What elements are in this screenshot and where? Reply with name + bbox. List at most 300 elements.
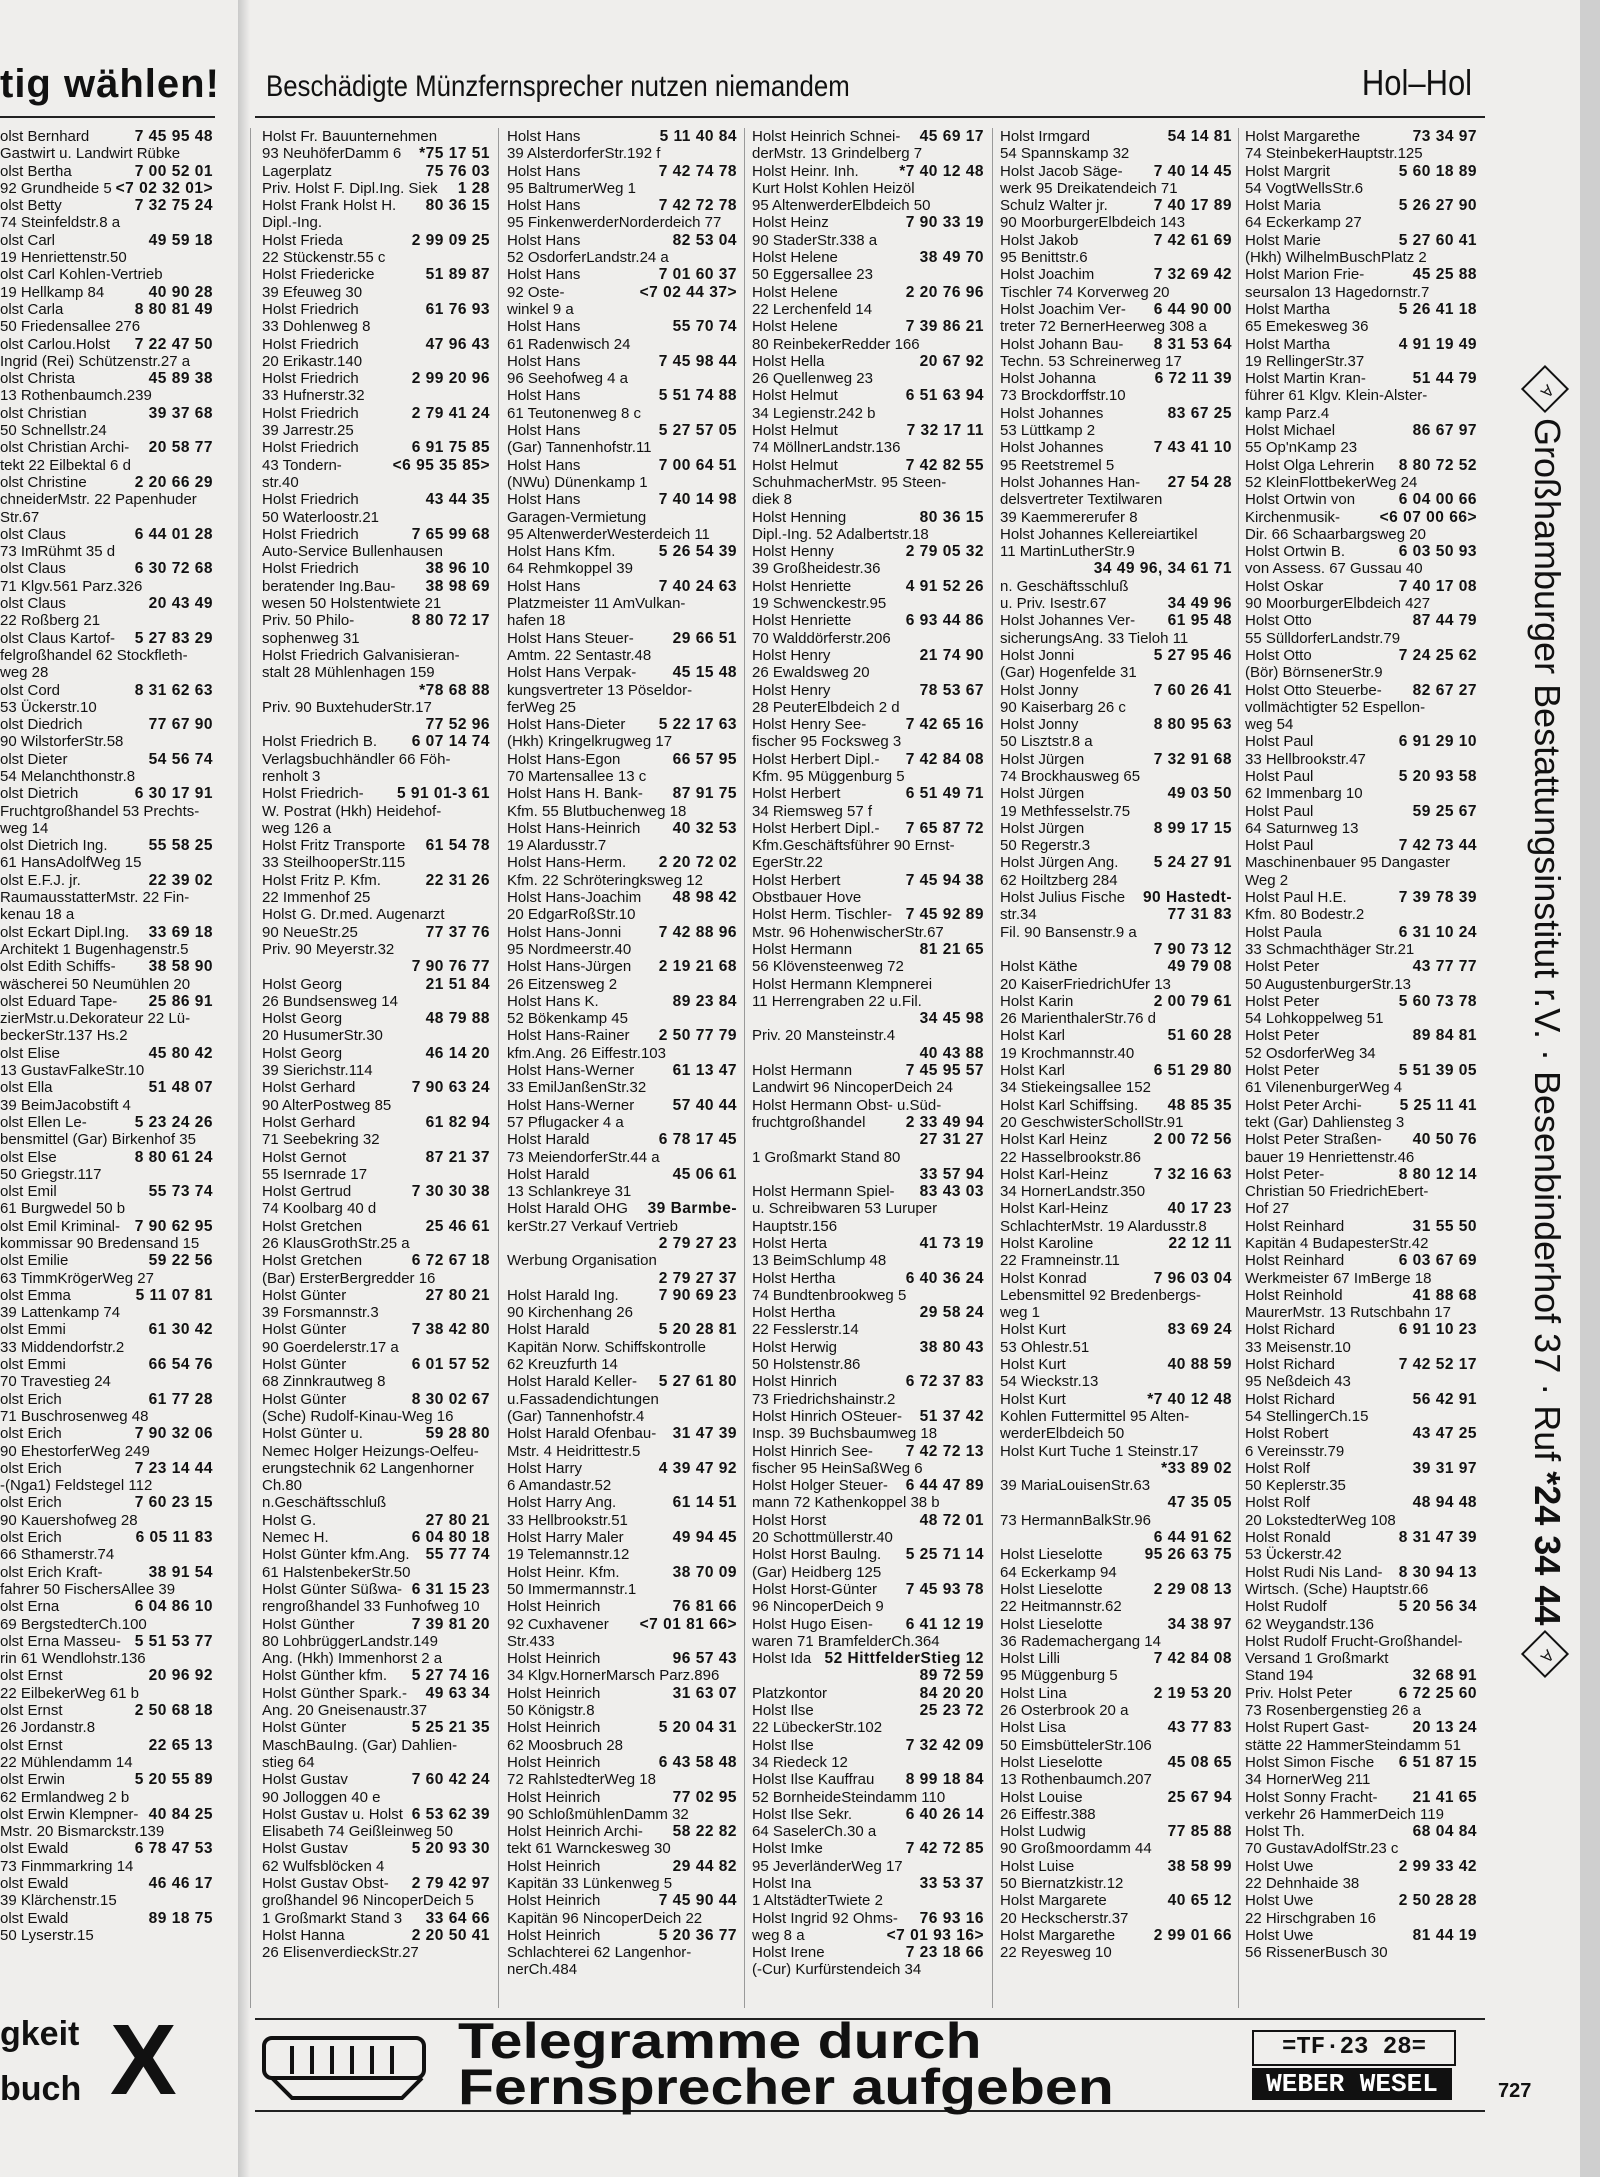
listing-line — [1000, 232, 1232, 249]
listing-phone: <7 02 32 01> — [115, 179, 213, 197]
listing-text: Ch.80 — [262, 1477, 303, 1495]
listing-phone: 7 90 62 95 — [134, 1217, 213, 1235]
listing-line — [752, 682, 984, 699]
listing-text: Str.67 — [0, 508, 40, 526]
listing-phone: 2 50 68 18 — [134, 1702, 213, 1720]
listing-line — [0, 1616, 213, 1633]
listing-line — [0, 733, 213, 750]
listing-text: Holst Hans Steuer- — [507, 629, 634, 647]
listing-line — [1245, 526, 1477, 543]
listing-phone: 45 89 38 — [148, 370, 213, 388]
listing-text: 96 Seehofweg 4 a — [507, 370, 628, 388]
listing-text: Holst Günther Spark.- — [262, 1684, 408, 1702]
listing-line — [262, 1149, 490, 1166]
listing-line — [507, 336, 737, 353]
listing-text: 22 Hirschgraben 16 — [1245, 1909, 1376, 1927]
listing-phone: 2 79 27 23 — [658, 1235, 737, 1252]
listing-text: beckerStr.137 Hs.2 — [0, 1027, 128, 1045]
listing-text: Holst Jacob Säge- — [1000, 162, 1123, 180]
listing-text: 26 Quellenweg 23 — [752, 370, 873, 388]
listing-line — [1000, 595, 1232, 612]
listing-text: 26 Bundsensweg 14 — [262, 992, 398, 1010]
listing-line — [752, 1754, 984, 1771]
listing-line — [1000, 370, 1232, 387]
listing-text: 80 LohbrüggerLandstr.149 — [262, 1632, 438, 1650]
listing-text: Holst Jürgen — [1000, 785, 1085, 803]
listing-line — [1000, 1149, 1232, 1166]
listing-line — [507, 1166, 737, 1183]
listing-line — [1000, 1356, 1232, 1373]
listing-line — [1245, 924, 1477, 941]
listing-line — [1000, 1633, 1232, 1650]
listing-line — [1245, 1391, 1477, 1408]
listing-line — [1000, 1494, 1232, 1511]
listing-text: Holst Karoline — [1000, 1235, 1094, 1252]
listing-phone: 2 50 28 28 — [1398, 1892, 1477, 1910]
listing-line — [752, 733, 984, 750]
listing-line — [0, 1287, 213, 1304]
listing-phone: 5 20 93 30 — [411, 1840, 490, 1858]
listing-text: Holst Günter — [262, 1719, 347, 1737]
listing-text: 57 Pflugacker 4 a — [507, 1113, 624, 1131]
listing-line — [0, 976, 213, 993]
listing-phone: 2 00 72 56 — [1153, 1131, 1232, 1149]
listing-line — [1245, 647, 1477, 664]
listing-phone: 6 51 49 71 — [905, 785, 984, 803]
listing-phone: 7 40 14 98 — [658, 491, 737, 509]
listing-text: olst Carla — [0, 300, 64, 318]
listing-line — [752, 1564, 984, 1581]
listing-line — [507, 1667, 737, 1684]
listing-phone: 8 31 53 64 — [1153, 335, 1232, 353]
listing-text: 72 RahlstedterWeg 18 — [507, 1771, 656, 1789]
listing-text: olst Erich — [0, 1459, 62, 1477]
listing-line — [507, 1581, 737, 1598]
listing-text: u. Priv. Isestr.67 — [1000, 595, 1107, 613]
listing-line — [0, 837, 213, 854]
listing-phone: 87 44 79 — [1412, 612, 1477, 630]
listing-phone: 49 63 34 — [425, 1684, 490, 1702]
listing-line — [1245, 474, 1477, 491]
listing-text: 1 Großmarkt Stand 3 — [262, 1909, 403, 1927]
listing-text: olst E.F.J. jr. — [0, 871, 81, 889]
listing-phone: 39 31 97 — [1412, 1459, 1477, 1477]
listing-line — [262, 474, 490, 491]
listing-text: olst Eckart Dipl.Ing. — [0, 923, 130, 941]
listing-text: olst Bernhard — [0, 128, 90, 145]
listing-text: Holst Richard — [1245, 1356, 1336, 1374]
listing-line — [1245, 1425, 1477, 1442]
listing-text: großhandel 96 NincoperDeich 5 — [262, 1892, 474, 1910]
listing-line — [1000, 751, 1232, 768]
listing-line — [507, 976, 737, 993]
listing-text: Ingrid (Rei) Schützenstr.27 a — [0, 352, 191, 370]
listing-line — [752, 387, 984, 404]
listing-phone: 81 21 65 — [919, 940, 984, 958]
listing-phone: 6 91 29 10 — [1398, 733, 1477, 751]
listing-text: 62 Wulfsblöcken 4 — [262, 1857, 385, 1875]
listing-line — [0, 1408, 213, 1425]
listing-text: 53 Ohlestr.51 — [1000, 1338, 1090, 1356]
listing-phone: 7 45 93 78 — [905, 1580, 984, 1598]
listing-phone: <7 02 44 37> — [639, 283, 737, 301]
listing-text: 52 BornheideSteindamm 110 — [752, 1788, 946, 1806]
listing-line — [1245, 1304, 1477, 1321]
listing-text: Kfm.Geschäftsführer 90 Ernst- — [752, 837, 955, 855]
listing-line — [752, 1789, 984, 1806]
listing-phone: 7 23 18 66 — [905, 1944, 984, 1962]
listing-phone: *75 17 51 — [419, 145, 490, 163]
listing-phone: 5 26 41 18 — [1398, 300, 1477, 318]
listing-phone: 5 51 74 88 — [658, 387, 737, 405]
listing-text: Holst Herbert Dipl.- — [752, 750, 880, 768]
listing-text: 95 AltenwerderElbdeich 50 — [752, 197, 931, 215]
listing-text: 54 Melanchthonstr.8 — [0, 767, 136, 785]
listing-text: fahrer 50 FischersAllee 39 — [0, 1580, 176, 1598]
listing-line — [0, 439, 213, 456]
listing-phone: 7 90 63 24 — [411, 1079, 490, 1097]
listing-text: treter 72 BernerHeerweg 308 a — [1000, 318, 1207, 336]
listing-line — [507, 1823, 737, 1840]
listing-line — [752, 1944, 984, 1961]
listing-phone: 40 88 59 — [1167, 1356, 1232, 1374]
listing-text: olst Claus Kartof- — [0, 629, 116, 647]
listing-line — [507, 1546, 737, 1563]
listing-line — [1245, 457, 1477, 474]
listing-text: kamp Parz.4 — [1245, 404, 1330, 422]
listing-line — [752, 318, 984, 335]
listing-line — [1245, 1131, 1477, 1148]
listing-phone: 29 44 82 — [672, 1857, 737, 1875]
listing-line — [507, 387, 737, 404]
listing-phone: 27 54 28 — [1167, 473, 1232, 491]
listing-line — [262, 1270, 490, 1287]
listing-line — [1245, 1564, 1477, 1581]
listing-text: olst Ernst — [0, 1702, 63, 1720]
listing-text: Holst Henry — [752, 681, 831, 699]
listing-phone: 33 53 37 — [919, 1874, 984, 1892]
listing-text: 13 BeimSchlump 48 — [752, 1252, 887, 1270]
listing-line — [1245, 872, 1477, 889]
listing-text: Holst Ina — [752, 1874, 812, 1892]
listing-text: 19 Telemannstr.12 — [507, 1546, 630, 1564]
listing-text: Holst Jonny — [1000, 716, 1079, 734]
listing-phone: 6 93 44 86 — [905, 612, 984, 630]
listing-text: Wirtsch. (Sche) Hauptstr.66 — [1245, 1580, 1429, 1598]
listing-text: Holst Martha — [1245, 335, 1331, 353]
listing-text: 74 SteinbekerHauptstr.125 — [1245, 145, 1423, 163]
listing-text: 50 Friedensallee 276 — [0, 318, 141, 336]
listing-text: Holst Hans — [507, 352, 581, 370]
listing-text: Priv. 20 Mansteinstr.4 — [752, 1027, 896, 1045]
listing-phone: 7 45 94 38 — [905, 871, 984, 889]
listing-text: kfm.Ang. 26 Eiffestr.103 — [507, 1044, 666, 1062]
listing-text: 62 Immenbarg 10 — [1245, 785, 1363, 803]
listing-line — [0, 1200, 213, 1217]
column-divider — [1238, 128, 1239, 2008]
listing-text: Holst Lieselotte — [1000, 1546, 1103, 1564]
listing-line — [752, 197, 984, 214]
listing-text: führer 61 Klgv. Klein-Alster- — [1245, 387, 1428, 405]
listing-line — [507, 751, 737, 768]
listing-line — [752, 1235, 984, 1252]
listing-text: 33 Hellbrookstr.51 — [507, 1511, 628, 1529]
listing-text: 33 Dohlenweg 8 — [262, 318, 371, 336]
listing-text: Holst Kurt — [1000, 1356, 1066, 1374]
listing-phone: 80 36 15 — [919, 508, 984, 526]
listing-line — [1245, 1944, 1477, 1961]
listing-text: 34 HornerLandstr.350 — [1000, 1183, 1146, 1201]
listing-phone: 4 91 19 49 — [1398, 335, 1477, 353]
listing-text: Holst Georg — [262, 1044, 343, 1062]
listing-text: Architekt 1 Bugenhagenstr.5 — [0, 940, 189, 958]
listing-line — [752, 180, 984, 197]
listing-phone: 2 33 49 94 — [905, 1113, 984, 1131]
listing-text: olst Betty — [0, 197, 62, 215]
prev-page-header: tig wählen! — [0, 62, 220, 106]
listing-text: Holst Henny — [752, 543, 834, 561]
listing-text: olst Claus — [0, 595, 66, 613]
listing-line — [1000, 1685, 1232, 1702]
listing-line — [507, 1875, 737, 1892]
listing-line — [1000, 889, 1232, 906]
listing-text: renholt 3 — [262, 767, 321, 785]
listing-text: SchlachterMstr. 19 Alardusstr.8 — [1000, 1217, 1207, 1235]
listing-line — [507, 820, 737, 837]
listing-phone: 59 28 80 — [425, 1425, 490, 1443]
listing-line — [752, 1131, 984, 1148]
listing-line — [1000, 1771, 1232, 1788]
listing-text: Holst Hans-Joachim — [507, 889, 642, 907]
listing-line — [1000, 197, 1232, 214]
listing-text: Holst Peter- — [1245, 1165, 1325, 1183]
listing-text: 22 Roßberg 21 — [0, 612, 101, 630]
listing-text: 62 Hoiltzberg 284 — [1000, 871, 1118, 889]
listing-phone: 54 14 81 — [1167, 128, 1232, 145]
listing-line — [0, 1702, 213, 1719]
listing-text: Holst Hertha — [752, 1304, 836, 1322]
listing-text: delsvertreter Textilwaren — [1000, 491, 1163, 509]
listing-line — [262, 924, 490, 941]
listing-text: Holst Hertha — [752, 1269, 836, 1287]
listing-text: Holst Maria — [1245, 197, 1321, 215]
listing-phone: 6 51 87 15 — [1398, 1753, 1477, 1771]
listing-text: 74 Koolbarg 40 d — [262, 1200, 377, 1218]
listing-line — [262, 284, 490, 301]
listing-text: 56 Klövensteenweg 72 — [752, 958, 904, 976]
listing-text: Holst Margarethe — [1245, 128, 1361, 145]
listing-line — [507, 785, 737, 802]
listing-line — [262, 1494, 490, 1511]
listing-text: 95 AltenwerderWesterdeich 11 — [507, 525, 710, 543]
listing-phone: 27 31 27 — [919, 1131, 984, 1149]
listing-line — [752, 370, 984, 387]
listing-line — [1245, 958, 1477, 975]
listing-text: Holst Helmut — [752, 456, 838, 474]
listing-text: olst Carl Kohlen-Vertrieb — [0, 266, 163, 284]
listing-line — [1000, 924, 1232, 941]
listing-phone: 5 20 28 81 — [658, 1321, 737, 1339]
listing-text: (Bar) ErsterBergredder 16 — [262, 1269, 436, 1287]
listing-text: 90 Großmoordamm 44 — [1000, 1840, 1152, 1858]
listing-text: Holst Imke — [752, 1840, 823, 1858]
listing-phone: 5 51 39 05 — [1398, 1062, 1477, 1080]
listing-line — [262, 509, 490, 526]
listing-text: 1 Großmarkt Stand 80 — [752, 1148, 901, 1166]
listing-line — [262, 1927, 490, 1944]
listing-phone: 8 99 17 15 — [1153, 819, 1232, 837]
listing-text: Holst Friedrich — [262, 525, 359, 543]
listing-phone: 2 29 08 13 — [1153, 1580, 1232, 1598]
listing-line — [752, 958, 984, 975]
listing-line — [507, 1477, 737, 1494]
listing-line — [0, 1546, 213, 1563]
listing-line — [507, 1425, 737, 1442]
listing-line — [0, 1719, 213, 1736]
listing-line — [1000, 318, 1232, 335]
listing-line — [752, 1685, 984, 1702]
listing-text: 33 Schmachthäger Str.21 — [1245, 940, 1415, 958]
listing-phone: 7 60 26 41 — [1153, 681, 1232, 699]
listing-line — [1000, 647, 1232, 664]
listing-text: 1 AltstädterTwiete 2 — [752, 1892, 883, 1910]
listing-line — [262, 1581, 490, 1598]
listing-text: Holst Irene — [752, 1944, 825, 1962]
listing-text: Holst Hella — [752, 352, 825, 370]
listing-text: Kfm. 95 Müggenburg 5 — [752, 767, 905, 785]
listing-text: Holst Jürgen — [1000, 819, 1085, 837]
listing-line — [0, 1149, 213, 1166]
listing-text: 19 RellingerStr.37 — [1245, 352, 1365, 370]
listing-line — [507, 664, 737, 681]
listing-line — [1000, 1200, 1232, 1217]
listing-phone: 43 77 83 — [1167, 1719, 1232, 1737]
listing-phone: 58 22 82 — [672, 1823, 737, 1841]
listing-text: olst Carlou.Holst — [0, 335, 111, 353]
listing-phone: 6 03 50 93 — [1398, 543, 1477, 561]
listing-line — [752, 1443, 984, 1460]
listing-line — [507, 958, 737, 975]
listing-line — [262, 214, 490, 231]
listing-line — [262, 630, 490, 647]
listing-text: (-Cur) Kurfürstendeich 34 — [752, 1961, 922, 1979]
listing-phone: 8 31 62 63 — [134, 681, 213, 699]
listing-text: 55 Isernrade 17 — [262, 1165, 368, 1183]
listing-text: Kapitän Norw. Schiffskontrolle — [507, 1338, 706, 1356]
listing-text: 90 AlterPostweg 85 — [262, 1096, 392, 1114]
listing-text: 39 Klärchenstr.15 — [0, 1892, 117, 1910]
listing-text: Holst Holger Steuer- — [752, 1477, 888, 1495]
listing-phone: 6 43 58 48 — [658, 1753, 737, 1771]
listing-text: derMstr. 13 Grindelberg 7 — [752, 145, 923, 163]
listing-phone: 8 30 94 13 — [1398, 1563, 1477, 1581]
listing-line — [1000, 266, 1232, 283]
listing-line — [507, 353, 737, 370]
listing-text: Holst Lieselotte — [1000, 1580, 1103, 1598]
listing-line — [507, 1858, 737, 1875]
listing-line — [262, 1771, 490, 1788]
listing-line — [752, 1702, 984, 1719]
listing-line — [507, 716, 737, 733]
listing-phone: *7 40 12 48 — [899, 162, 984, 180]
listing-line — [0, 1270, 213, 1287]
listing-line — [0, 1460, 213, 1477]
listing-text: 61 Teutonenweg 8 c — [507, 404, 641, 422]
listing-text: 68 Zinnkrautweg 8 — [262, 1373, 386, 1391]
listing-line — [262, 318, 490, 335]
listing-line — [507, 1944, 737, 1961]
listing-line — [507, 1806, 737, 1823]
listing-phone: 25 67 94 — [1167, 1788, 1232, 1806]
listing-line — [0, 1391, 213, 1408]
listing-line — [262, 1131, 490, 1148]
listing-phone: 83 67 25 — [1167, 404, 1232, 422]
listing-phone: 20 43 49 — [148, 595, 213, 613]
listing-text: 52 Bökenkamp 45 — [507, 1010, 628, 1028]
listing-line — [262, 993, 490, 1010]
listing-line — [262, 163, 490, 180]
listing-text: 90 Kirchenhang 26 — [507, 1304, 633, 1322]
listing-line — [1000, 1062, 1232, 1079]
listing-line — [752, 1477, 984, 1494]
listing-line — [752, 1529, 984, 1546]
listing-line — [0, 370, 213, 387]
listing-text: 65 Emekesweg 36 — [1245, 318, 1369, 336]
listing-line — [1000, 1927, 1232, 1944]
listing-phone: 7 40 14 45 — [1153, 162, 1232, 180]
listing-text: 74 Steinfeldstr.8 a — [0, 214, 121, 232]
listing-phone: 5 27 74 16 — [411, 1667, 490, 1685]
listing-text: 90 Kauershofweg 28 — [0, 1511, 138, 1529]
listing-line — [507, 906, 737, 923]
listing-line — [262, 1218, 490, 1235]
listing-text: kungsvertreter 13 Pöseldor- — [507, 681, 693, 699]
listing-line — [752, 1425, 984, 1442]
listing-line — [1245, 336, 1477, 353]
listing-line — [507, 1443, 737, 1460]
listing-text: Holst Helene — [752, 318, 838, 336]
listing-line — [0, 941, 213, 958]
listing-phone: 5 22 17 63 — [658, 716, 737, 734]
listing-line — [1245, 1356, 1477, 1373]
listing-line — [752, 163, 984, 180]
listing-line — [262, 976, 490, 993]
listing-text: 50 Regerstr.3 — [1000, 837, 1091, 855]
listing-line — [752, 439, 984, 456]
listing-text: Holst Ingrid 92 Ohms- — [752, 1909, 898, 1927]
listing-line — [507, 1010, 737, 1027]
listing-text: 19 Krochmannstr.40 — [1000, 1044, 1135, 1062]
listing-text: Holst Rudolf Frucht-Großhandel- — [1245, 1632, 1463, 1650]
listing-phone: 76 81 66 — [672, 1598, 737, 1616]
listing-text: olst Ewald — [0, 1909, 69, 1927]
listing-text: olst Eduard Tape- — [0, 992, 118, 1010]
listing-line — [1000, 1702, 1232, 1719]
listing-line — [1245, 941, 1477, 958]
listing-text: 11 Herrengraben 22 u.Fil. — [752, 992, 922, 1010]
listing-text: Holst Johanna — [1000, 370, 1096, 388]
listing-phone: 43 47 25 — [1412, 1425, 1477, 1443]
listing-line — [1245, 1737, 1477, 1754]
listing-text: 90 MoorburgerElbdeich 427 — [1245, 595, 1431, 613]
listing-text: olst Emilie — [0, 1252, 69, 1270]
listing-text: 64 Rehmkoppel 39 — [507, 560, 633, 578]
listing-line — [507, 1183, 737, 1200]
listing-line — [507, 405, 737, 422]
listing-line — [0, 1045, 213, 1062]
listing-phone: 31 63 07 — [672, 1684, 737, 1702]
listing-text: 36 Rademachergang 14 — [1000, 1632, 1161, 1650]
